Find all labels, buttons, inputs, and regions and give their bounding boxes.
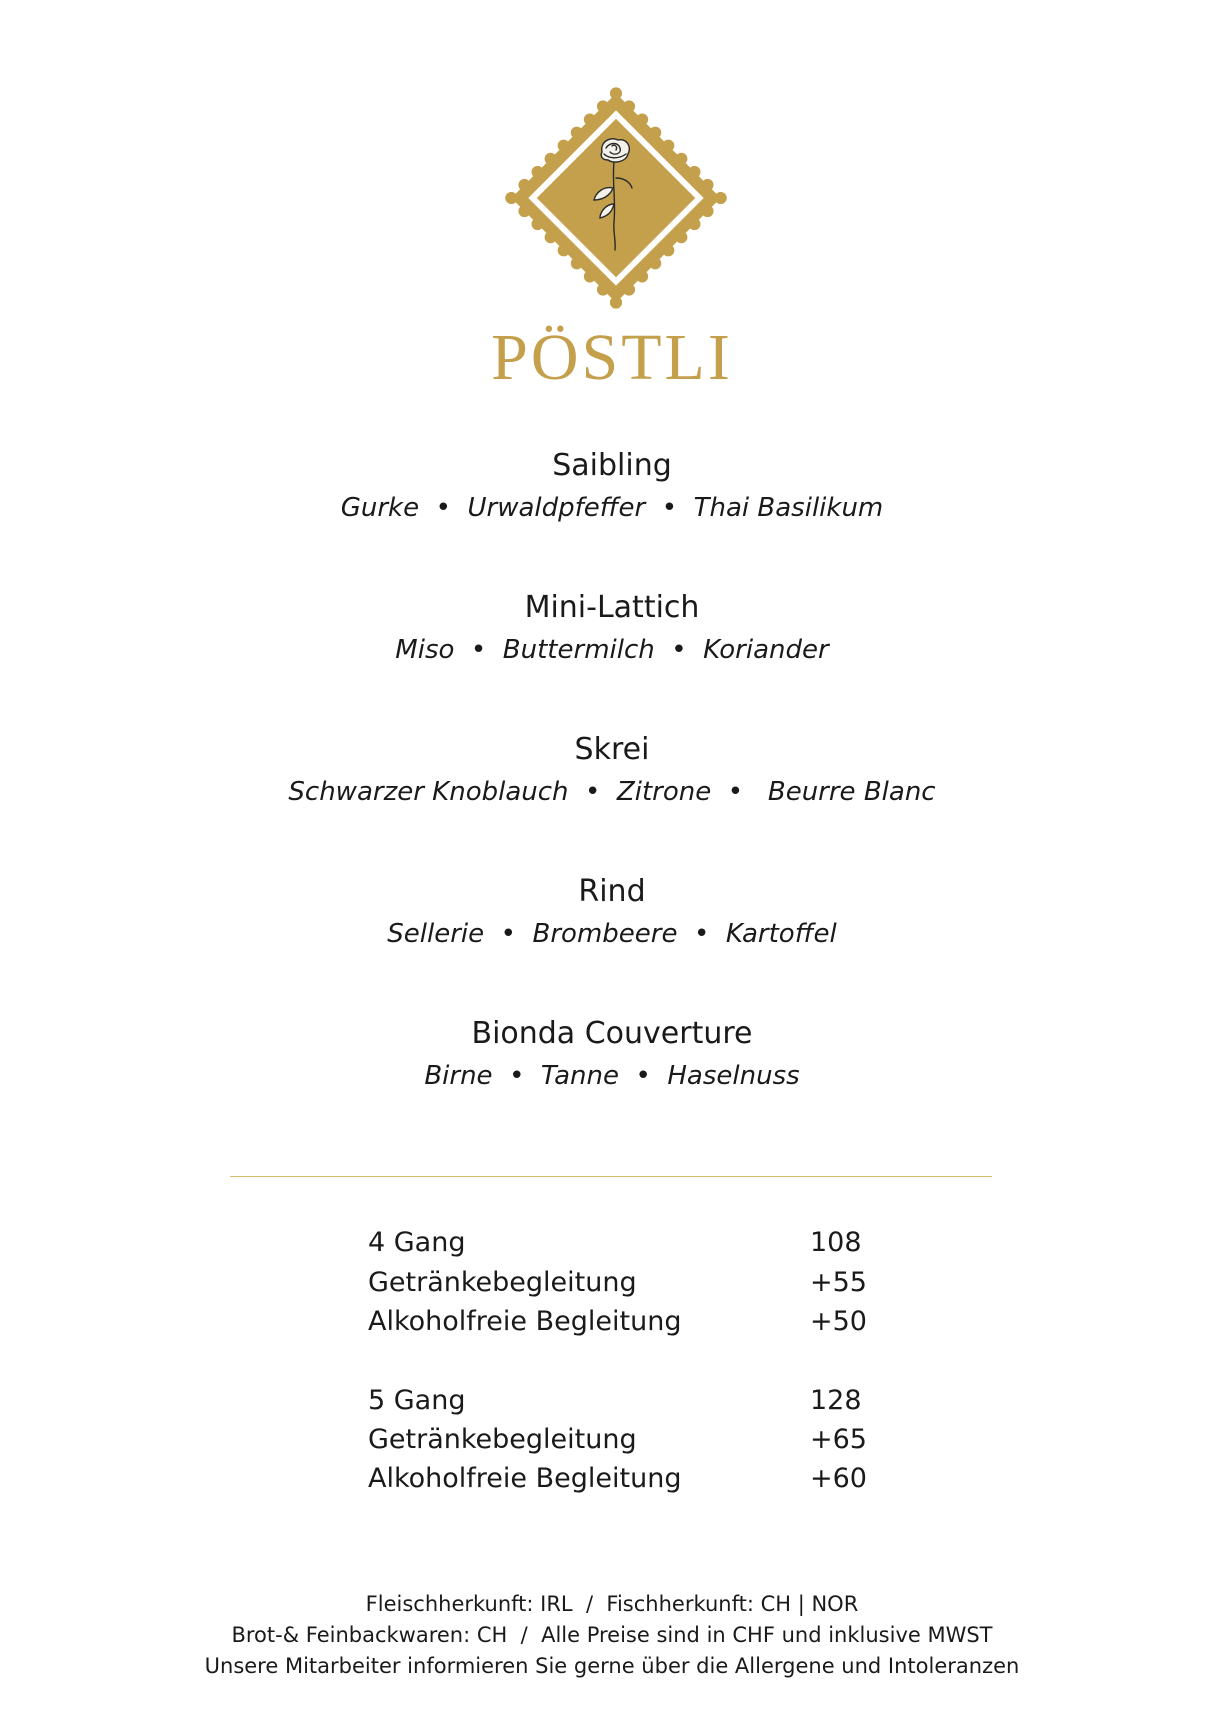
brand-name: PÖSTLI: [491, 321, 733, 394]
price-label: Getränkebegleitung: [368, 1424, 637, 1455]
footer-prices-line: Brot-& Feinbackwaren: CH / Alle Preise sind in CHF und inklusive MWST: [231, 1623, 993, 1647]
course-description: Miso • Buttermilch • Koriander: [395, 635, 829, 665]
course-title: Bionda Couverture: [471, 1016, 753, 1051]
price-value: 108: [810, 1227, 862, 1258]
price-value: +65: [810, 1424, 867, 1455]
price-label: Alkoholfreie Begleitung: [368, 1463, 682, 1494]
course-item: [0, 872, 1224, 952]
price-label: Alkoholfreie Begleitung: [368, 1306, 682, 1337]
price-row: [368, 1381, 868, 1421]
course-description: Birne • Tanne • Haselnuss: [424, 1061, 800, 1091]
course-title: Skrei: [574, 732, 650, 767]
course-item: [0, 1014, 1224, 1094]
course-item: [0, 730, 1224, 810]
course-description: Gurke • Urwaldpfeffer • Thai Basilikum: [340, 493, 884, 523]
price-row: [368, 1302, 868, 1342]
section-divider: [230, 1176, 992, 1177]
course-item: [0, 446, 1224, 526]
footer-origin-line: Fleischherkunft: IRL / Fischherkunft: CH | NOR: [365, 1592, 859, 1616]
course-description: Sellerie • Brombeere • Kartoffel: [387, 919, 837, 949]
price-label: 5 Gang: [368, 1385, 466, 1416]
price-row: [368, 1459, 868, 1499]
price-row: [368, 1223, 868, 1263]
course-item: [0, 588, 1224, 668]
course-title: Saibling: [552, 448, 672, 483]
course-title: Rind: [578, 874, 646, 909]
price-value: +60: [810, 1463, 867, 1494]
price-value: +50: [810, 1306, 867, 1337]
price-label: 4 Gang: [368, 1227, 466, 1258]
postli-logo: [500, 82, 732, 314]
price-label: Getränkebegleitung: [368, 1267, 637, 1298]
price-value: +55: [810, 1267, 867, 1298]
course-description: Schwarzer Knoblauch • Zitrone • Beurre Blanc: [288, 777, 936, 807]
price-row: [368, 1420, 868, 1460]
price-row: [368, 1263, 868, 1303]
price-value: 128: [810, 1385, 862, 1416]
footer-allergens-line: Unsere Mitarbeiter informieren Sie gerne über die Allergene und Intoleranzen: [204, 1654, 1020, 1678]
course-title: Mini-Lattich: [524, 590, 700, 625]
